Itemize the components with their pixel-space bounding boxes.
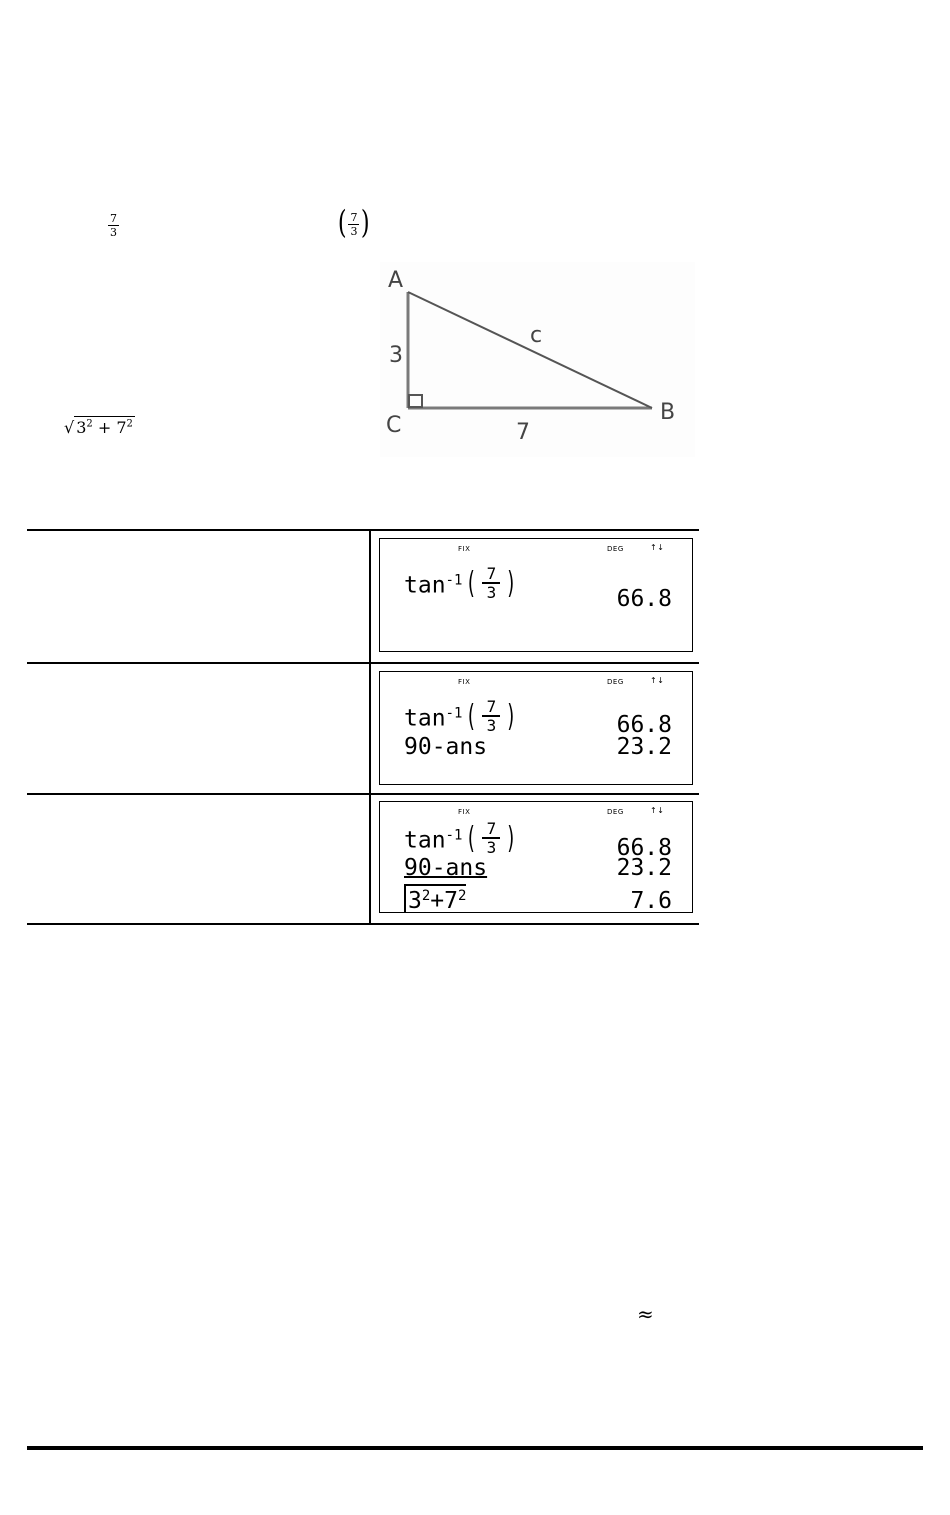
left-paren: (: [466, 565, 477, 601]
deg-indicator: DEG: [607, 678, 624, 686]
base-one: 3: [408, 888, 422, 913]
lcd-numerator: 7: [486, 697, 497, 716]
result-value: 7.6: [630, 888, 672, 913]
deg-indicator: DEG: [607, 545, 624, 553]
exponent-one: 2: [86, 418, 93, 430]
table-row: [27, 529, 699, 662]
result-value: 66.8: [616, 835, 672, 861]
side-ab-label: c: [530, 323, 543, 348]
lcd-fraction: [482, 821, 500, 855]
fix-indicator: FIX: [458, 678, 471, 686]
inverse-superscript: -1: [445, 827, 463, 844]
base-two: 7: [444, 888, 459, 913]
function-name: tan: [404, 705, 446, 732]
entry-line: [404, 819, 521, 858]
fraction-numerator: 7: [350, 211, 358, 224]
scroll-arrows-icon: ↑↓: [650, 806, 665, 815]
side-cb-label: 7: [516, 420, 530, 445]
lcd-radicand: [404, 884, 466, 912]
deg-indicator: DEG: [607, 808, 624, 816]
radicand: [74, 416, 135, 437]
vertex-b-label: B: [660, 400, 676, 425]
footer-rule: [27, 1446, 923, 1450]
right-paren: ): [361, 203, 371, 241]
lcd-fraction: [482, 566, 500, 600]
function-name: tan: [404, 827, 446, 854]
lcd-fraction: [482, 699, 500, 733]
approx-symbol: ≈: [637, 1302, 654, 1326]
entry-line: 90-ans: [404, 734, 488, 760]
right-triangle-figure: [380, 262, 695, 457]
exponent-two: 2: [126, 418, 133, 430]
left-paren: (: [337, 203, 347, 241]
vertex-a-label: A: [388, 268, 404, 293]
entry-line: [404, 697, 521, 736]
fraction-denominator: 3: [110, 226, 117, 239]
lcd-denominator: 3: [486, 838, 497, 857]
lcd-numerator: 7: [486, 564, 497, 583]
base-one: 3: [76, 418, 87, 437]
fraction-seven-thirds-paren: [348, 212, 359, 237]
parenthesized-fraction: [336, 203, 372, 241]
result-value: 23.2: [616, 734, 672, 760]
fraction-numerator: 7: [110, 212, 117, 225]
lcd-denominator: 3: [486, 583, 497, 602]
result-value: 23.2: [616, 855, 672, 881]
exponent-two: 2: [458, 888, 467, 904]
step-description-cell: [27, 795, 371, 923]
lcd-numerator: 7: [486, 819, 497, 838]
fix-indicator: FIX: [458, 545, 471, 553]
calculator-screen: [379, 538, 693, 652]
side-ac-label: 3: [389, 343, 403, 368]
fix-indicator: FIX: [458, 808, 471, 816]
fraction-seven-thirds: [108, 213, 119, 238]
calculator-screen: [379, 801, 693, 913]
right-paren: ): [506, 565, 517, 601]
base-two: 7: [116, 418, 127, 437]
right-paren: ): [506, 820, 517, 856]
inverse-superscript: -1: [445, 572, 463, 589]
entry-line: [404, 564, 521, 603]
steps-table: [27, 529, 699, 925]
left-paren: (: [466, 820, 477, 856]
square-root-expression: [64, 416, 135, 437]
table-row: [27, 662, 699, 793]
step-description-cell: [27, 664, 371, 793]
lcd-denominator: 3: [486, 716, 497, 735]
calculator-screen: [379, 671, 693, 785]
entry-line: 90-ans: [404, 855, 488, 881]
plus-operator: +: [97, 418, 112, 437]
result-value: 66.8: [616, 586, 672, 612]
scroll-arrows-icon: ↑↓: [650, 676, 665, 685]
left-paren: (: [466, 698, 477, 734]
scroll-arrows-icon: ↑↓: [650, 543, 665, 552]
fraction-denominator: 3: [350, 225, 358, 238]
exponent-one: 2: [421, 888, 431, 904]
result-value: 66.8: [616, 712, 672, 738]
table-row: [27, 793, 699, 925]
function-name: tan: [404, 572, 446, 599]
radical-sign: √: [64, 418, 75, 437]
right-paren: ): [506, 698, 517, 734]
plus-operator: +: [430, 888, 445, 913]
entry-line: [404, 884, 466, 913]
vertex-c-label: C: [386, 413, 402, 438]
inverse-superscript: -1: [445, 705, 463, 722]
step-description-cell: [27, 531, 371, 662]
